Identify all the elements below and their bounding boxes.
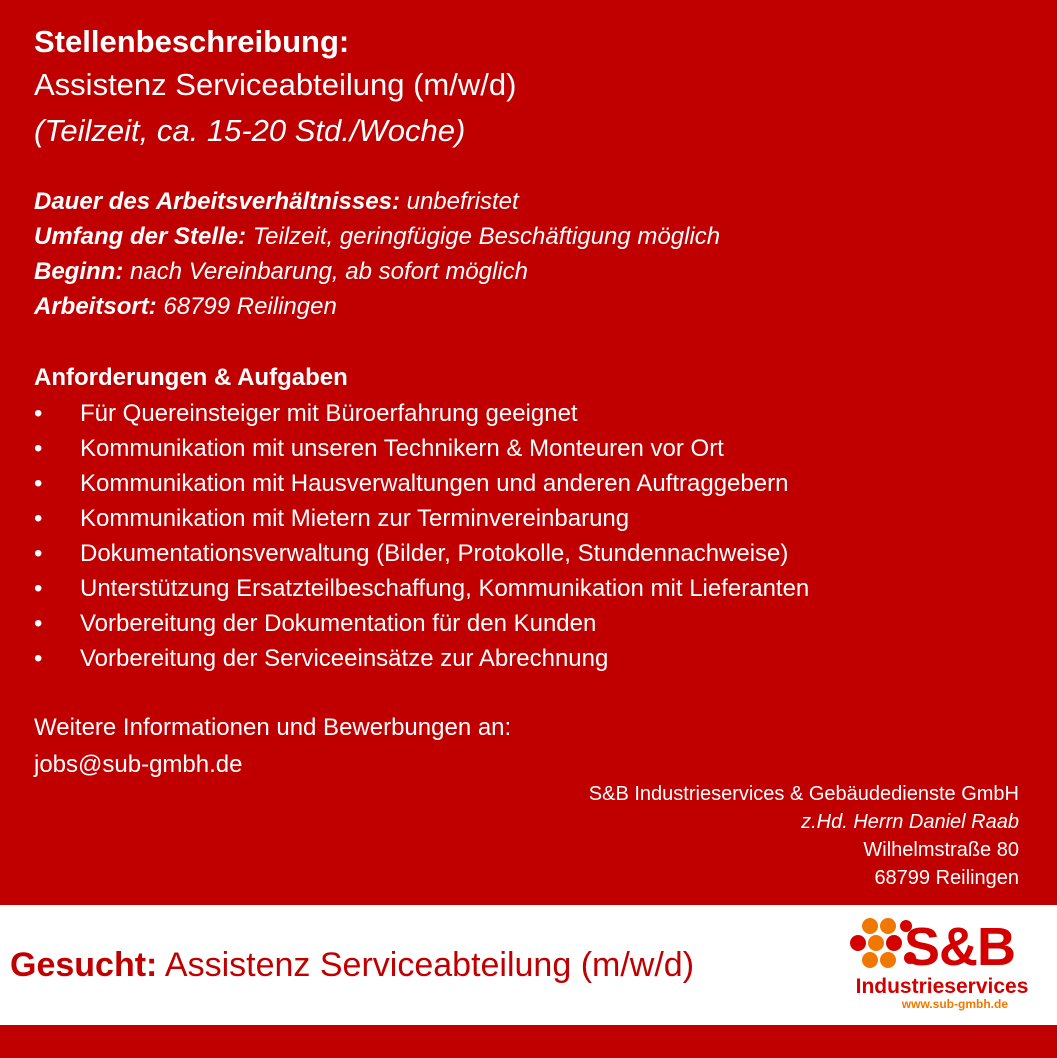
list-item-text: Kommunikation mit Mietern zur Terminvereinbarung <box>80 505 630 532</box>
job-details <box>34 184 720 324</box>
bullet-icon: • <box>34 505 43 532</box>
list-item <box>34 641 809 676</box>
bottom-stripe <box>0 1025 1057 1058</box>
page-heading: Stellenbeschreibung: <box>34 24 350 59</box>
list-item-text: Kommunikation mit unseren Technikern & Monteuren vor Ort <box>80 435 724 462</box>
list-item-text: Für Quereinsteiger mit Büroerfahrung geeignet <box>80 400 578 427</box>
contact-intro: Weitere Informationen und Bewerbungen an: <box>34 714 512 741</box>
list-item-text: Kommunikation mit Hausverwaltungen und anderen Auftraggebern <box>80 470 789 497</box>
list-item <box>34 466 809 501</box>
requirements-title: Anforderungen & Aufgaben <box>34 364 348 391</box>
list-item-text: Unterstützung Ersatzteilbeschaffung, Kommunikation mit Lieferanten <box>80 575 810 602</box>
job-title: Assistenz Serviceabteilung (m/w/d) <box>34 67 517 102</box>
list-item <box>34 396 809 431</box>
working-hours: (Teilzeit, ca. 15-20 Std./Woche) <box>34 113 466 148</box>
detail-duration <box>34 184 720 219</box>
list-item <box>34 571 809 606</box>
detail-label: Umfang der Stelle: <box>34 223 247 250</box>
list-item <box>34 536 809 571</box>
banner-text: Assistenz Serviceabteilung (m/w/d) <box>157 946 695 984</box>
requirements-list <box>34 396 809 676</box>
bullet-icon: • <box>34 470 43 497</box>
bullet-icon: • <box>34 540 43 567</box>
detail-value: unbefristet <box>399 188 519 215</box>
logo-tagline: Industrieservices <box>855 975 1029 998</box>
detail-value: 68799 Reilingen <box>156 293 337 320</box>
detail-location <box>34 289 720 324</box>
address-street: Wilhelmstraße 80 <box>863 839 1019 861</box>
contact-email-link[interactable]: jobs@sub-gmbh.de <box>34 751 243 778</box>
list-item <box>34 606 809 641</box>
list-item-text: Vorbereitung der Serviceeinsätze zur Abrechnung <box>80 645 609 672</box>
logo-url: www.sub-gmbh.de <box>901 997 1008 1011</box>
address-attention: z.Hd. Herrn Daniel Raab <box>801 811 1019 833</box>
contact-info <box>34 709 511 783</box>
list-item-text: Vorbereitung der Dokumentation für den Kunden <box>80 610 597 637</box>
list-item <box>34 431 809 466</box>
detail-start <box>34 254 720 289</box>
banner-label: Gesucht: <box>10 946 158 984</box>
list-item <box>34 501 809 536</box>
bullet-icon: • <box>34 435 43 462</box>
list-item-text: Dokumentationsverwaltung (Bilder, Protokolle, Stundennachweise) <box>80 540 789 567</box>
bullet-icon: • <box>34 575 43 602</box>
detail-label: Dauer des Arbeitsverhältnisses: <box>34 188 400 215</box>
bullet-icon: • <box>34 610 43 637</box>
logo-name: S&B <box>904 917 1016 977</box>
detail-scope <box>34 219 720 254</box>
address-city: 68799 Reilingen <box>874 867 1019 889</box>
banner-title <box>10 941 694 989</box>
company-name: S&B Industrieservices & Gebäudedienste GmbH <box>588 783 1019 805</box>
detail-label: Beginn: <box>34 258 124 285</box>
bullet-icon: • <box>34 400 43 427</box>
company-address <box>589 780 1019 892</box>
detail-value: nach Vereinbarung, ab sofort möglich <box>123 258 529 285</box>
bullet-icon: • <box>34 645 43 672</box>
detail-label: Arbeitsort: <box>34 293 157 320</box>
detail-value: Teilzeit, geringfügige Beschäftigung möglich <box>246 223 721 250</box>
